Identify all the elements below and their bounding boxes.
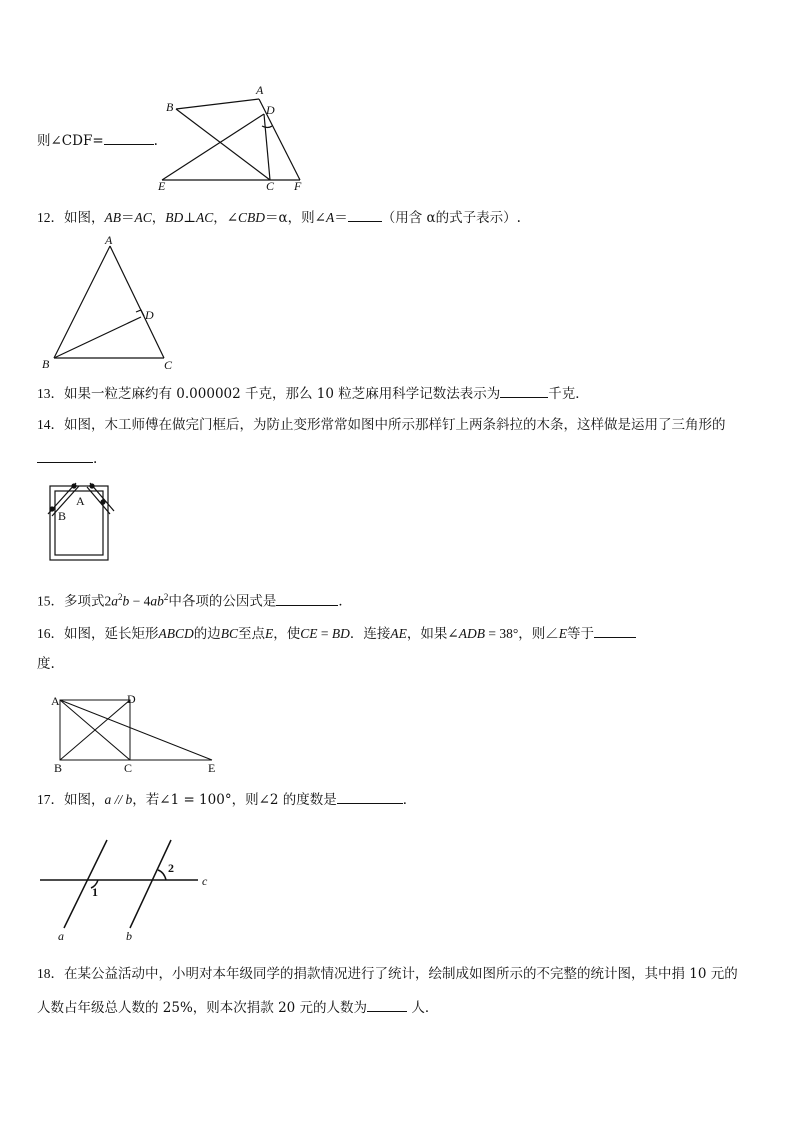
- q14-tail: .: [93, 451, 98, 467]
- q16-part: =: [317, 626, 332, 641]
- q14-answer-blank[interactable]: [37, 449, 93, 463]
- q16-math: BD: [331, 626, 350, 641]
- q17-t2: ，若∠1 = 100°，则∠2 的度数是: [132, 792, 337, 808]
- q13-text: [37, 384, 589, 403]
- q16-answer-blank[interactable]: [594, 624, 636, 638]
- fig11-label-b: B: [166, 100, 174, 114]
- q15-number: 15．: [37, 593, 64, 609]
- q12-math: CBD: [238, 210, 266, 225]
- q17-text: [37, 790, 416, 809]
- q12-answer-blank[interactable]: [348, 208, 382, 222]
- q12-part: ，: [151, 210, 166, 226]
- fig17-label-2: 2: [168, 861, 174, 875]
- q12-math: AB: [104, 210, 121, 225]
- fig12-label-a: A: [105, 234, 113, 247]
- fig17-label-c: c: [202, 874, 208, 888]
- fig17-label-a: a: [58, 929, 64, 943]
- q16-part: 等于: [566, 626, 594, 642]
- fig11-label-d: D: [266, 103, 275, 117]
- fig16-label-e: E: [208, 761, 216, 775]
- q16-math: E: [265, 626, 274, 641]
- q15-text: [37, 588, 352, 611]
- q12-math: BD: [165, 210, 184, 225]
- q12-part: ＝: [121, 210, 135, 226]
- q16-part: ．连接: [349, 626, 391, 642]
- q16-number: 16．: [37, 626, 64, 641]
- fig16-label-d: D: [127, 692, 136, 706]
- q15-expr-part: b: [122, 593, 130, 609]
- q16-part: 至点: [238, 626, 266, 642]
- q15-expr-part: ab: [150, 593, 164, 609]
- q16-math: BC: [220, 626, 239, 641]
- q12-part: （用含 α的式子表示）.: [381, 210, 521, 226]
- fig12-label-d: D: [145, 308, 154, 322]
- fig14-label-a: A: [76, 494, 85, 508]
- q15-answer-blank[interactable]: [276, 592, 338, 606]
- q14-body: 如图，木工师傅在做完门框后，为防止变形常常如图中所示那样钉上两条斜拉的木条，这样做是运用了三角形的: [64, 417, 726, 433]
- q15-expr-part: − 4: [129, 593, 151, 609]
- q13-answer-blank[interactable]: [500, 384, 548, 398]
- q18-answer-blank[interactable]: [367, 998, 407, 1012]
- q11-answer-blank[interactable]: [104, 131, 154, 145]
- q18-line1: [37, 965, 738, 983]
- q13-before: 如果一粒芝麻约有 0.000002 千克，那么 10 粒芝麻用科学记数法表示为: [64, 386, 501, 402]
- q17-t1: 如图，: [64, 792, 105, 808]
- q16-part: 的边: [193, 626, 221, 642]
- q16-part: ，使: [273, 626, 301, 642]
- fig12-label-b: B: [42, 357, 50, 371]
- q12-text: [37, 208, 521, 227]
- q16-part: = 38°，则∠: [484, 626, 559, 641]
- q15-sup: 2: [163, 592, 169, 602]
- q18-text-line2-after: 人．: [407, 1000, 439, 1016]
- q16-math: AE: [390, 626, 407, 641]
- q16-math: CE: [300, 626, 318, 641]
- fig11-label-f: F: [294, 179, 302, 192]
- q15-tail: ．: [338, 593, 352, 610]
- figure-q12: [38, 234, 188, 374]
- q15-expr-part: 2: [104, 593, 112, 609]
- fig11-label-e: E: [158, 179, 166, 192]
- q16-part: 如图，延长矩形: [64, 626, 159, 642]
- q18-line2: [37, 998, 438, 1017]
- figure-q17: [34, 828, 224, 948]
- q16-part: ，如果∠: [406, 626, 459, 642]
- q15-before: 多项式: [64, 593, 105, 610]
- q16-line2: 度.: [37, 656, 55, 672]
- q14-blank-line: [37, 449, 97, 468]
- q12-part: ⊥: [183, 210, 196, 226]
- q12-number: 12．: [37, 210, 64, 225]
- q17-math: a // b: [104, 792, 133, 807]
- fig12-label-c: C: [164, 358, 173, 372]
- q18-text-line2: 人数占年级总人数的 25%，则本次捐款 20 元的人数为: [37, 1000, 368, 1016]
- q17-number: 17．: [37, 792, 64, 807]
- q12-math: AC: [134, 210, 152, 225]
- q14-number: 14．: [37, 417, 64, 432]
- q11-suffix: .: [153, 133, 158, 149]
- figure-q11: [152, 82, 312, 192]
- q14-text: [37, 416, 726, 434]
- figure-q16: [40, 690, 230, 780]
- q16-text: [37, 624, 636, 643]
- q16-math: ABCD: [158, 626, 194, 641]
- q12-part: ，∠: [213, 210, 239, 226]
- fig14-label-b: B: [58, 509, 67, 523]
- q17-answer-blank[interactable]: [337, 790, 403, 804]
- q11-prefix: 则∠CDF=: [37, 133, 104, 149]
- q11-tail: [37, 131, 158, 150]
- q12-part: ＝: [334, 210, 348, 226]
- q12-math: AC: [195, 210, 214, 225]
- fig16-label-c: C: [124, 761, 133, 775]
- q16-math: ADB: [458, 626, 485, 641]
- q12-part: ＝α，则∠: [265, 210, 326, 226]
- q18-number: 18．: [37, 966, 64, 981]
- fig17-label-1: 1: [92, 885, 98, 899]
- figure-q14: [40, 478, 130, 568]
- fig16-label-a: A: [51, 694, 60, 708]
- q15-expr-part: a: [111, 593, 118, 609]
- fig16-label-b: B: [54, 761, 63, 775]
- fig11-label-a: A: [256, 83, 264, 97]
- q13-number: 13．: [37, 386, 64, 401]
- q13-after: 千克．: [548, 386, 589, 402]
- q17-tail: ．: [402, 792, 417, 808]
- q18-text-line1: 在某公益活动中，小明对本年级同学的捐款情况进行了统计，绘制成如图所示的不完整的统计图，其中捐 10 元的: [64, 966, 738, 982]
- q15-sup: 2: [118, 592, 123, 602]
- q15-after: 中各项的公因式是: [168, 593, 277, 610]
- q16-math: E: [558, 626, 567, 641]
- fig17-label-b: b: [126, 929, 132, 943]
- q12-math: A: [325, 210, 335, 225]
- fig11-label-c: C: [266, 179, 275, 192]
- q12-part: 如图，: [64, 210, 105, 226]
